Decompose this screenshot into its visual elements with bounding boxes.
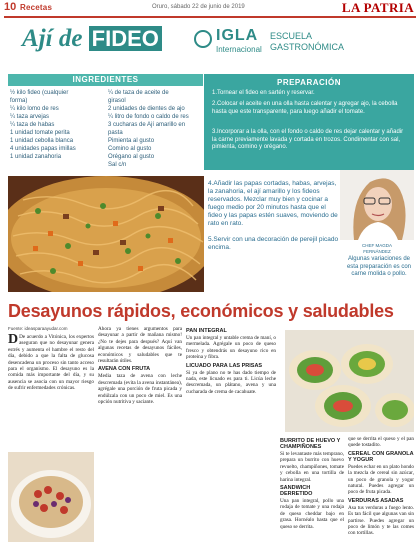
ingredients-heading: INGREDIENTES [8, 74, 203, 86]
school-name [270, 31, 344, 53]
subheading-pan-integral: PAN INTEGRAL [186, 328, 227, 334]
article-col3a-text: Un pan integral y untable crema de maní, o mermelada. Agrégale un poco de queso fresco y obtendrás un desayuno rico en proteína y fibra. [186, 335, 276, 361]
article-col3b-text: Si ya de plano no te has dado tiempo de nada, este licuado es para ti. Licúa leche descremada, un plátano, avena y una cucharada de crema de cacahuate. [186, 369, 276, 395]
preparation-step-2: 2.Colocar el aceite en una olla hasta calentar y agregar ajo, la cebolla hasta que este transparente, para luego añadir el tomate. [212, 101, 398, 115]
chef-photo [340, 170, 414, 240]
ingredient-item: 1 unidad zanahoria [10, 154, 62, 160]
recipe-title-highlight: FIDEO [89, 26, 162, 51]
school-name-line1: ESCUELA [270, 31, 313, 41]
article-col2b-text: Media taza de avena con leche descremada (evita la avena instantánea), agrégale una porción de fruta picada y endúlzala con un poco de miel. Es una opción nutritiva y saciante. [98, 373, 182, 406]
noodle-dish-photo [8, 176, 204, 292]
preparation-step-5: 5.Servir con una decoración de perejil picado encima. [208, 236, 339, 251]
chef-caption: CHEF MAGDA FERNÁNDEZ [361, 243, 392, 254]
ingredients-right-list [108, 89, 189, 169]
article-column-4 [280, 436, 344, 531]
preparation-box [204, 74, 414, 170]
wraps-illustration [285, 330, 414, 432]
ingredient-item: girasol [108, 98, 126, 104]
page-header [0, 0, 420, 16]
subheading-licuado: LICUADO PARA LAS PRISAS [186, 362, 263, 369]
school-logo-name: IGLA [216, 27, 259, 44]
article-col5b-text: Asa tus verduras a fuego lento. Es tan fácil que algunas van sin partirse. Puedes agregar un poco de limón y te las comes con tortillas. [348, 504, 414, 537]
preparation-step-1: 1.Tornear el fideo en sartén y reservar. [212, 90, 315, 96]
article-col4a-text: Si te levantaste más temprano, prepara un burrito con huevo revuelto, champiñones, tomate y cebolla en una tortilla de harina integral. [280, 451, 344, 483]
oatmeal-bowl-photo [8, 452, 94, 542]
ingredient-item: 3 cucharas de Ají amarillo en [108, 122, 186, 128]
ingredient-item: ¼ taza de habas [10, 122, 55, 128]
article-column-2 [98, 326, 182, 406]
preparation-step-4: 4.Añadir las papas cortadas, habas, arvejas, la zanahoria, el ají amarillo y los fideos reservados. Mezclar muy bien y cocinar a fuego medio por 20 minutos hasta que el fideo y las papas estén suaves, moviendo de rato en rato. [208, 180, 338, 227]
subheading-cereal: CEREAL CON GRANOLA Y YOGUR [348, 450, 414, 463]
school-logo-sub: Internacional [216, 45, 262, 54]
recipe-title [22, 25, 162, 53]
article-paragraph [8, 334, 94, 392]
article-column-5 [348, 436, 414, 538]
page-number: 10 [4, 1, 17, 13]
article-column-1 [8, 334, 94, 393]
article-col1-text: De acuerdo a Vitónica, los expertos aseguran que no desayunar genera estrés y aumenta el hambre el resto del día, debido a que la falta de glucosa desencadena un proceso sin tanto acceso para el organismo. El desayuno es la comida más importante del día, y su ausencia se asocia con un mayor riesgo de sufrir enfermedades crónicas. [8, 334, 94, 392]
newspaper-masthead: LA PATRIA [341, 0, 414, 15]
ingredient-item: Orégano al gusto [108, 154, 155, 160]
school-logo-icon [194, 30, 212, 48]
ingredient-item: ¼ de taza de aceite de [108, 90, 169, 96]
article-col4b-text: Una pan integral, pollo una rodaja de tomate y una rodaja de queso cheddar bajo en grasa. Hornéalo hasta que el queso se derrita. [280, 498, 344, 530]
ingredient-item: ¼ kilo lomo de res [10, 106, 59, 112]
noodle-dish-illustration [8, 176, 204, 292]
drop-cap: D [8, 332, 19, 347]
ingredients-box [8, 74, 203, 174]
ingredient-item: ½ kilo fideo (cualquier [10, 90, 69, 96]
preparation-step-3: 3.Incorporar a la olla, con el fondo o caldo de res dejar calentar y añadir la carne previamente lavada y cortada en trozos. Condimentar con sal, pimienta, comino y orégano. [212, 129, 404, 150]
subheading-sandwich: SANDWICH DERRETIDO [280, 485, 313, 498]
ingredient-item: Comino al gusto [108, 146, 152, 152]
chef-portrait-illustration [340, 170, 414, 240]
ingredient-item: Sal c/n [108, 162, 127, 168]
ingredient-item: pasta [108, 130, 123, 136]
subheading-verduras: VERDURAS ASADAS [348, 497, 404, 504]
article-headline: Desayunos rápidos, económicos y saludables [8, 301, 394, 321]
article-source: Fuente: ideasparaayudar.com [8, 326, 68, 331]
ingredient-item: 1 unidad cebolla blanca [10, 138, 74, 144]
serving-note: Algunas variaciones de esta preparación es con carne molida o pollo. [346, 256, 412, 277]
ingredient-item: 1 unidad tomate perita [10, 130, 70, 136]
subheading-avena: AVENA CON FRUTA [98, 366, 151, 373]
article-col2-text: Ahora ya tienes argumentos para desayunar a partir de mañana mismo! ¿No te dejes para después? Aquí van algunas recetas de desayunos fáciles, económicos y saludables que te resultarán útiles. [98, 326, 182, 365]
preparation-steps-continued [208, 180, 340, 252]
article-col5a-text: Puedes echar en un plato hondo la mezcla de cereal sin azúcar, un poco de granola y yogur natural. Puedes agregar un poco de fruta picada. [348, 463, 414, 496]
article-column-3 [186, 326, 276, 396]
header-rule [4, 16, 416, 18]
ingredient-item: 2 unidades de dientes de ajo [108, 106, 185, 112]
section-label: Recetas [20, 3, 53, 12]
preparation-heading: PREPARACIÓN [276, 78, 342, 87]
oatmeal-bowl-illustration [8, 452, 94, 542]
ingredient-item: 4 unidades papas imillas [10, 146, 76, 152]
ingredient-item: forma) [10, 98, 28, 104]
school-name-line2: GASTRONÓMICA [270, 42, 345, 52]
issue-date: Oruro, sábado 22 de junio de 2019 [152, 4, 245, 10]
ingredient-item: ¼ litro de fondo o caldo de res [108, 114, 189, 120]
subheading-burrito: BURRITO DE HUEVO Y CHAMPIÑONES [280, 438, 341, 450]
wraps-photo [285, 330, 414, 432]
recipe-banner [6, 23, 416, 71]
ingredient-item: ¼ taza arvejas [10, 114, 50, 120]
ingredient-item: Pimienta al gusto [108, 138, 155, 144]
ingredients-left-list [10, 89, 76, 161]
article-col5-text: que se derrita el queso y el pan quede tostadito. [348, 436, 414, 449]
recipe-title-prefix: Ají de [22, 25, 83, 52]
